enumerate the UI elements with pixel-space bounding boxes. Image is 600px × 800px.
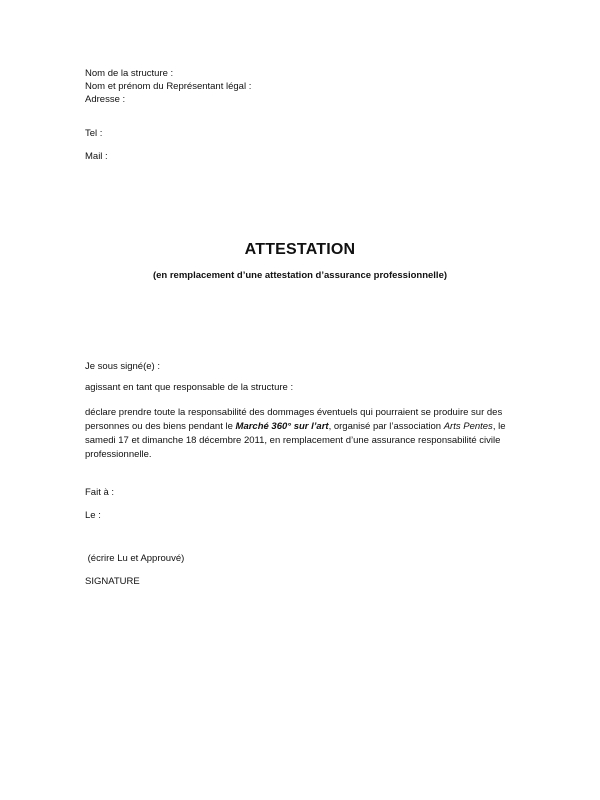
date-label: Le :	[85, 510, 101, 521]
tel-label: Tel :	[85, 128, 103, 139]
declaration-text-1: déclare prendre toute la responsabilité des dommages éventuels qui pourraient se produire sur des personnes ou des biens pendant le	[85, 407, 503, 432]
declaration-text-3: , le samedi 17 et dimanche 18 décembre 2011, en remplacement d’une assurance responsabilité civile professionnelle.	[85, 421, 506, 460]
approval-note: (écrire Lu et Approuvé)	[85, 553, 185, 564]
acting-as-label: agissant en tant que responsable de la structure :	[85, 382, 294, 393]
legal-representative-label: Nom et prénom du Représentant légal :	[85, 81, 252, 92]
document-title: ATTESTATION	[244, 241, 356, 258]
address-label: Adresse :	[85, 94, 126, 105]
signed-label: Je sous signé(e) :	[85, 361, 160, 372]
event-name: Marché 360° sur l’art	[235, 421, 329, 432]
declaration-paragraph	[85, 406, 515, 462]
signature-label: SIGNATURE	[85, 576, 140, 587]
association-name: Arts Pentes	[443, 421, 493, 432]
document-subtitle: (en remplacement d’une attestation d’assurance professionnelle)	[152, 270, 448, 281]
mail-label: Mail :	[85, 151, 108, 162]
done-at-label: Fait à :	[85, 487, 115, 498]
structure-name-label: Nom de la structure :	[85, 68, 174, 79]
declaration-text-2: , organisé par l’association	[328, 421, 444, 432]
